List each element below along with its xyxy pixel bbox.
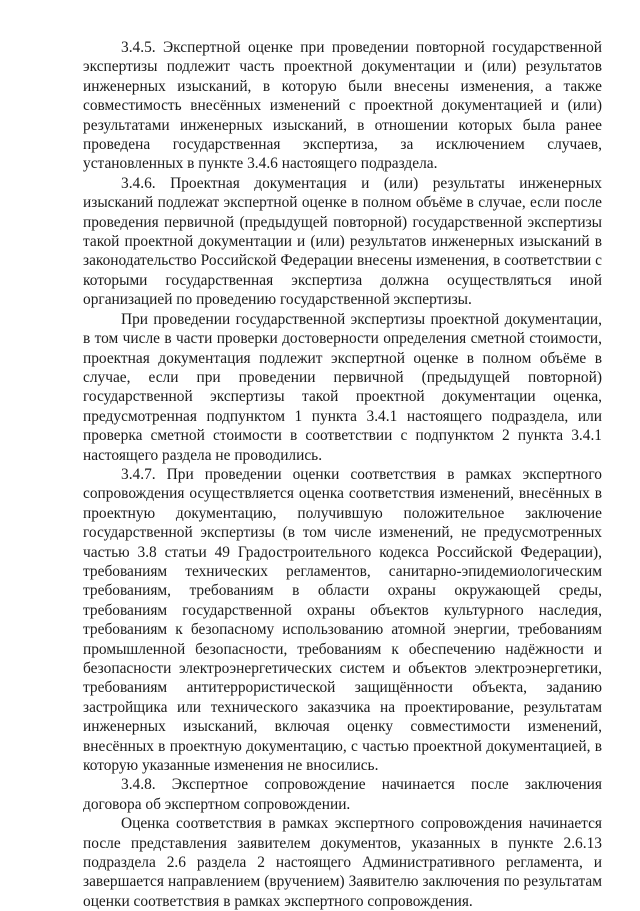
paragraph-assessment-start: Оценка соответствия в рамках экспертного сопровождения начинается после представления заявителем документов, указанных в пункте 2.6.13 подраздела 2.6 раздела 2 настоящего Административного регламента, и завершается направлением (вручением) Заявителю заключения по результатам оценки соответствия в рамках экспертного сопровождения. bbox=[83, 815, 602, 910]
paragraph-estimate-review: При проведении государственной экспертизы проектной документации, в том числе в части проверки достоверности определения сметной стоимости, проектная документация подлежит экспертной оценке в полном объёме в случае, если при проведении первичной (предыдущей повторной) государственной экспертизы такой проектной документации оценка, предусмотренная подпунктом 1 пункта 3.4.1 настоящего подраздела, или проверка сметной стоимости в соответствии с подпунктом 2 пункта 3.4.1 настоящего раздела не проводились. bbox=[83, 310, 602, 464]
paragraph-3-4-6: 3.4.6. Проектная документация и (или) результаты инженерных изысканий подлежат экспертной оценке в полном объёме в случае, если после проведения первичной (предыдущей повторной) государственной экспертизы такой проектной документации и (или) результатов инженерных изысканий в законодательство Российской Федерации внесены изменения, в соответствии с которыми государственная экспертиза должна осуществляться иной организацией по проведению государственной экспертизы. bbox=[83, 174, 602, 309]
paragraph-3-4-8: 3.4.8. Экспертное сопровождение начинается после заключения договора об экспертном сопровождении. bbox=[83, 776, 602, 813]
paragraph-3-4-5: 3.4.5. Экспертной оценке при проведении повторной государственной экспертизы подлежит часть проектной документации и (или) результатов инженерных изысканий, в которую были внесены изменения, а также совместимость внесённых изменений с проектной документацией и (или) результатами инженерных изысканий, в отношении которых была ранее проведена государственная экспертиза, за исключением случаев, установленных в пункте 3.4.6 настоящего подраздела. bbox=[83, 39, 602, 173]
document-page bbox=[83, 38, 602, 911]
paragraph-3-4-7: 3.4.7. При проведении оценки соответствия в рамках экспертного сопровождения осуществляется оценка соответствия изменений, внесённых в проектную документацию, получившую положительное заключение государственной экспертизы (в том числе изменений, не предусмотренных частью 3.8 статьи 49 Градостроительного кодекса Российской Федерации), требованиям технических регламентов, санитарно-эпидемиологическим требованиям, требованиям в области охраны окружающей среды, требованиям государственной охраны объектов культурного наследия, требованиям к безопасному использованию атомной энергии, требованиям промышленной безопасности, требованиям к обеспечению надёжности и безопасности электроэнергетических систем и объектов электроэнергетики, требованиям антитеррористической защищённости объекта, заданию застройщика или технического заказчика на проектирование, результатам инженерных изысканий, включая оценку совместимости изменений, внесённых в проектную документацию, с частью проектной документацией, в которую указанные изменения не вносились. bbox=[83, 465, 602, 775]
